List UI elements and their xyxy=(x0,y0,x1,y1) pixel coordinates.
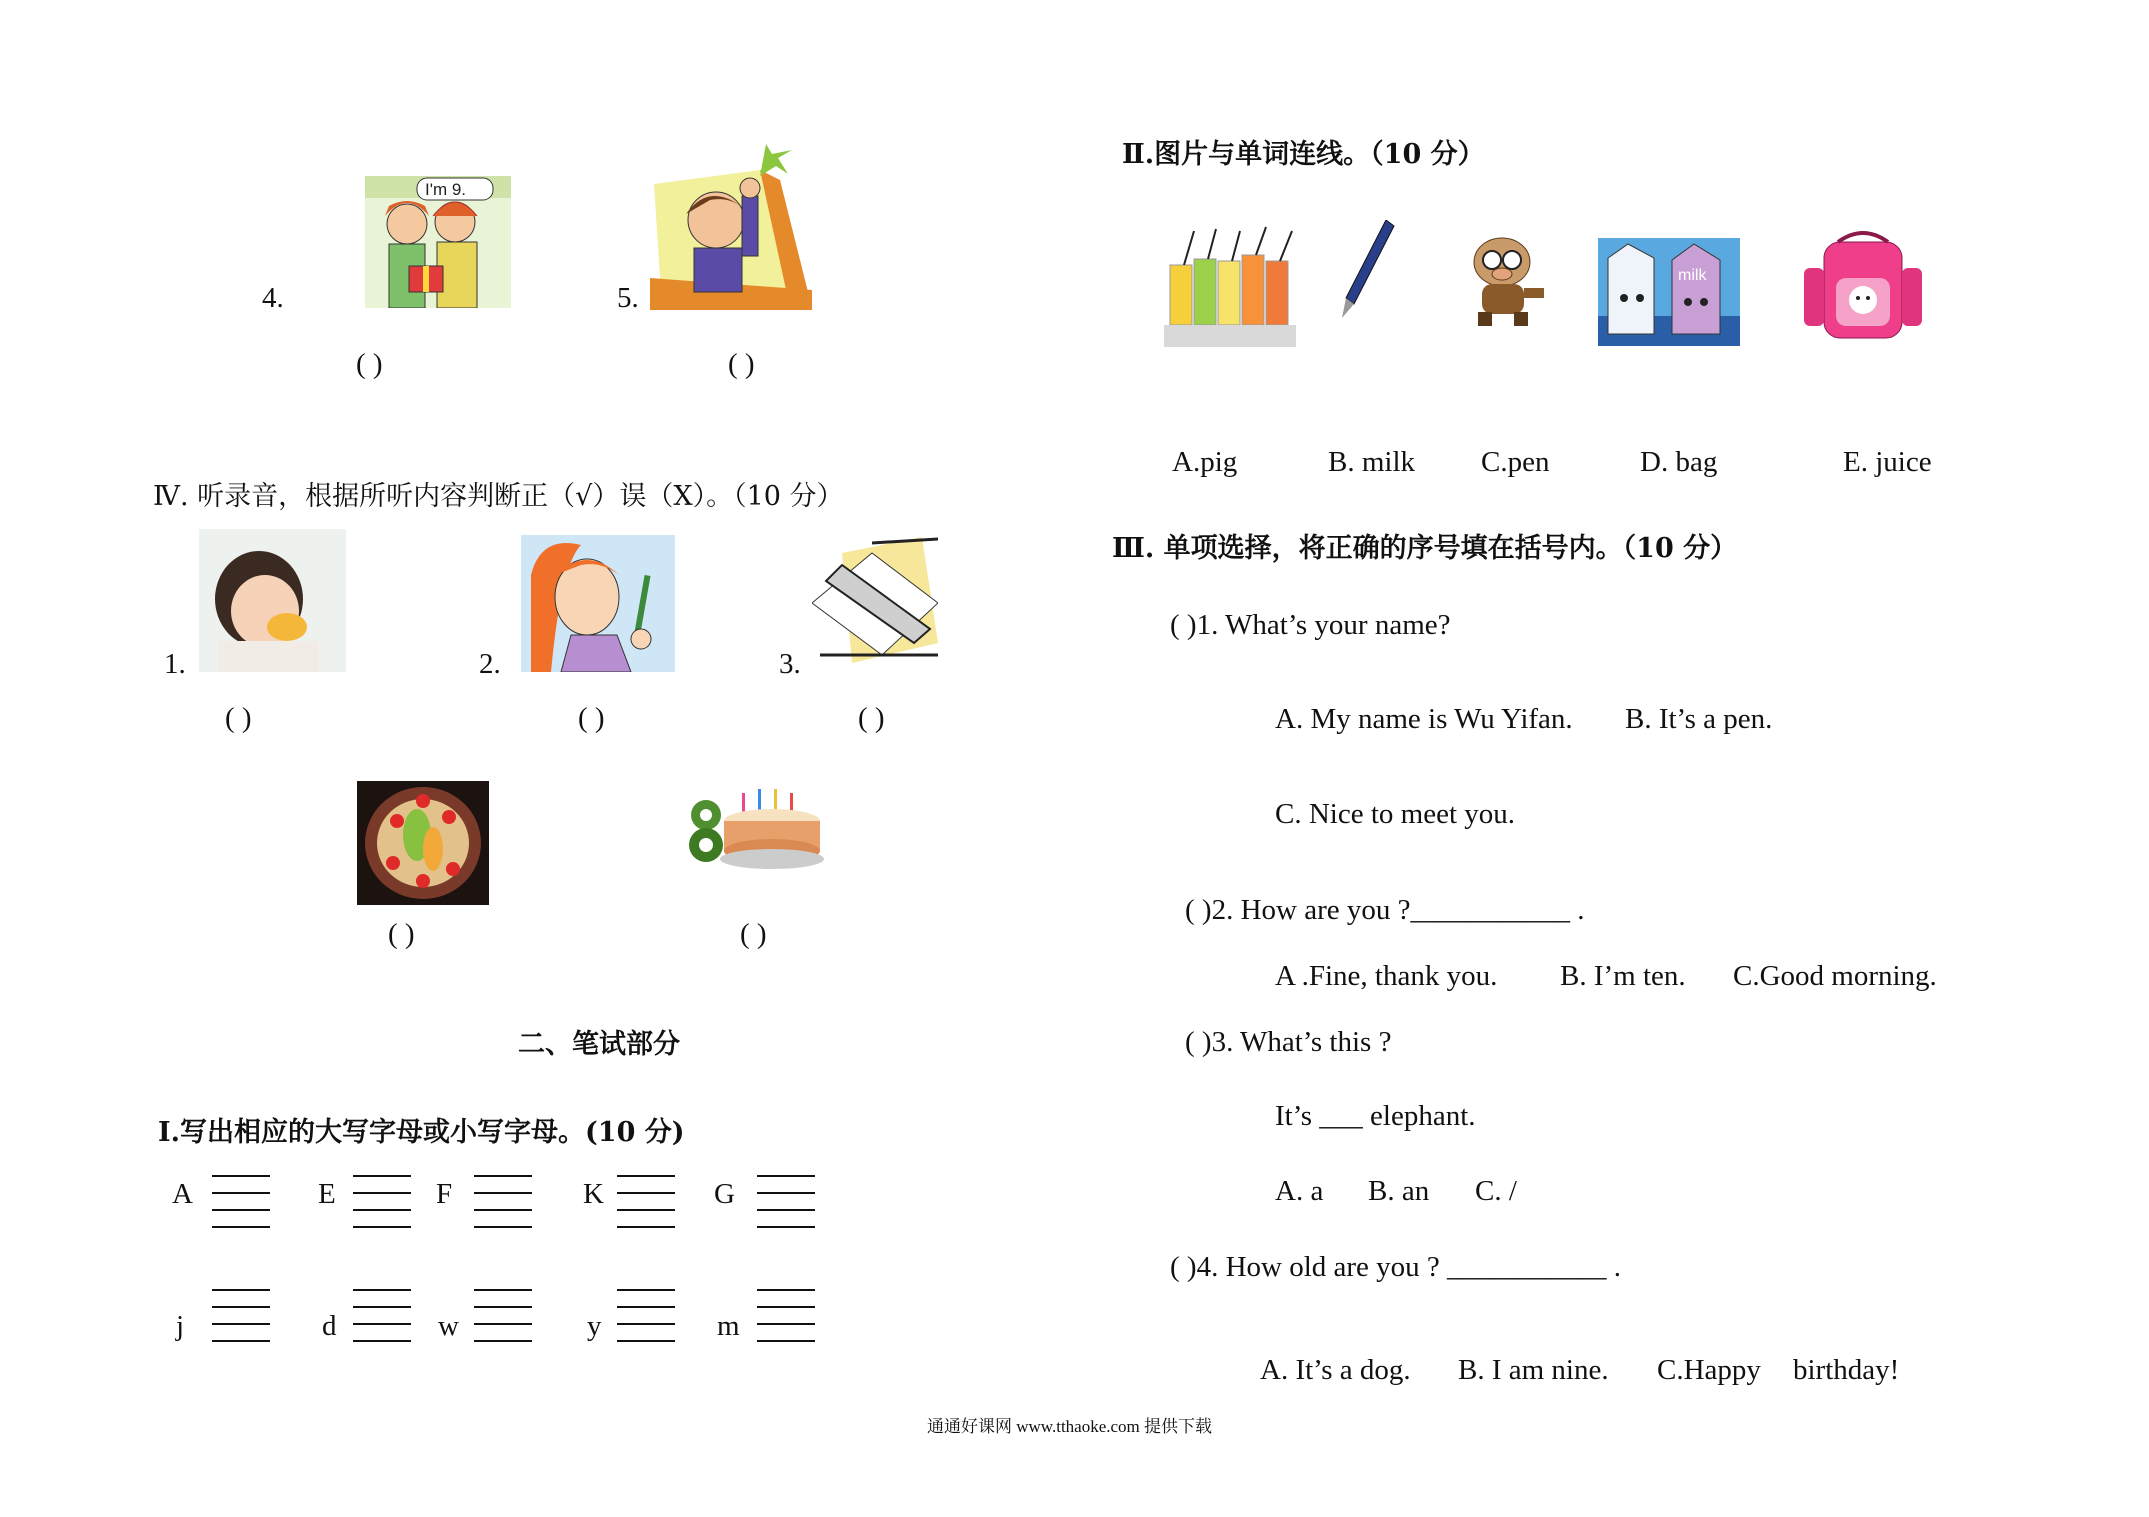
iv-item-5-answer-paren[interactable]: ( ) xyxy=(740,918,767,950)
letter-w-writing-lines[interactable] xyxy=(474,1289,532,1341)
letter-G: G xyxy=(714,1178,735,1210)
match-word-a: A.pig xyxy=(1172,446,1238,478)
milk-cartons-picture xyxy=(1598,238,1740,346)
item-5-number: 5. xyxy=(617,282,639,314)
match-word-c: C.pen xyxy=(1481,446,1550,478)
item-5-answer-paren[interactable]: ( ) xyxy=(728,348,755,380)
q3-option-c[interactable]: C. / xyxy=(1475,1175,1517,1207)
letter-E: E xyxy=(318,1178,336,1210)
item-4-number: 4. xyxy=(262,282,284,314)
letter-G-writing-lines[interactable] xyxy=(757,1175,815,1227)
match-word-d: D. bag xyxy=(1640,446,1718,478)
q4-option-b[interactable]: B. I am nine. xyxy=(1458,1354,1609,1386)
q1-stem: ( )1. What’s your name? xyxy=(1170,609,1451,641)
fruit-cake-picture xyxy=(357,781,489,905)
section-iv-title: Ⅳ. 听录音，根据所听内容判断正（√）误（X）。（10 分） xyxy=(153,481,844,512)
q3-option-b[interactable]: B. an xyxy=(1368,1175,1430,1207)
letter-E-writing-lines[interactable] xyxy=(353,1175,411,1227)
pen-picture xyxy=(1338,220,1398,320)
q1-option-c[interactable]: C. Nice to meet you. xyxy=(1275,798,1516,830)
q4-stem: ( )4. How old are you ? ___________ . xyxy=(1170,1251,1622,1283)
q2-stem: ( )2. How are you ?___________ . xyxy=(1185,894,1585,926)
juice-glasses-picture xyxy=(1164,225,1296,347)
q3-option-a[interactable]: A. a xyxy=(1275,1175,1324,1207)
iv-item-2-answer-paren[interactable]: ( ) xyxy=(578,702,605,734)
iv-item-3-answer-paren[interactable]: ( ) xyxy=(858,702,885,734)
section-ii-title: Ⅱ.图片与单词连线。（10 分） xyxy=(1122,139,1485,170)
q2-option-b[interactable]: B. I’m ten. xyxy=(1560,960,1686,992)
milk-carton-label: milk xyxy=(1678,267,1707,284)
match-word-b: B. milk xyxy=(1328,446,1416,478)
pig-character-picture xyxy=(1458,232,1548,328)
letter-A-writing-lines[interactable] xyxy=(212,1175,270,1227)
q3-stem: ( )3. What’s this ? xyxy=(1185,1026,1392,1058)
letter-y-writing-lines[interactable] xyxy=(617,1289,675,1341)
letter-m: m xyxy=(717,1310,740,1342)
letter-F-writing-lines[interactable] xyxy=(474,1175,532,1227)
section-iii-title: Ⅲ. 单项选择，将正确的序号填在括号内。（10 分） xyxy=(1112,533,1738,564)
q2-option-c[interactable]: C.Good morning. xyxy=(1733,960,1937,992)
section-i-title: Ⅰ.写出相应的大写字母或小写字母。(10 分) xyxy=(158,1117,685,1148)
letter-d-writing-lines[interactable] xyxy=(353,1289,411,1341)
letter-F: F xyxy=(436,1178,453,1210)
iv-item-1-answer-paren[interactable]: ( ) xyxy=(225,702,252,734)
q4-option-c-cont: birthday! xyxy=(1793,1354,1900,1386)
letter-K: K xyxy=(583,1178,604,1210)
iv-item-3-number: 3. xyxy=(779,648,801,680)
letter-m-writing-lines[interactable] xyxy=(757,1289,815,1341)
q4-option-a[interactable]: A. It’s a dog. xyxy=(1260,1354,1411,1386)
q1-option-b[interactable]: B. It’s a pen. xyxy=(1625,703,1773,735)
kids-birthday-picture xyxy=(365,176,511,308)
ruler-picture xyxy=(812,533,938,675)
q3-sentence: It’s ___ elephant. xyxy=(1275,1100,1476,1132)
girl-with-pencil-picture xyxy=(521,535,675,672)
written-part-title: 二、笔试部分 xyxy=(518,1029,680,1060)
q4-option-c[interactable]: C.Happy xyxy=(1657,1354,1761,1386)
letter-y: y xyxy=(587,1310,602,1342)
bubble-text: I'm 9. xyxy=(425,180,467,199)
match-word-e: E. juice xyxy=(1843,446,1932,478)
letter-A: A xyxy=(172,1178,193,1210)
girl-drinking-picture xyxy=(199,529,346,672)
footer-source: 通通好课网 www.tthaoke.com 提供下载 xyxy=(927,1417,1213,1436)
iv-item-2-number: 2. xyxy=(479,648,501,680)
number-8-cake-picture xyxy=(686,785,828,871)
q1-option-a[interactable]: A. My name is Wu Yifan. xyxy=(1275,703,1573,735)
boy-waving-picture xyxy=(650,140,812,310)
letter-j-writing-lines[interactable] xyxy=(212,1289,270,1341)
letter-w: w xyxy=(438,1310,459,1342)
item-4-answer-paren[interactable]: ( ) xyxy=(356,348,383,380)
iv-item-1-number: 1. xyxy=(164,648,186,680)
iv-item-4-answer-paren[interactable]: ( ) xyxy=(388,918,415,950)
letter-j: j xyxy=(176,1310,185,1342)
school-bag-picture xyxy=(1796,228,1930,344)
letter-K-writing-lines[interactable] xyxy=(617,1175,675,1227)
letter-d: d xyxy=(322,1310,337,1342)
q2-option-a[interactable]: A .Fine, thank you. xyxy=(1275,960,1498,992)
